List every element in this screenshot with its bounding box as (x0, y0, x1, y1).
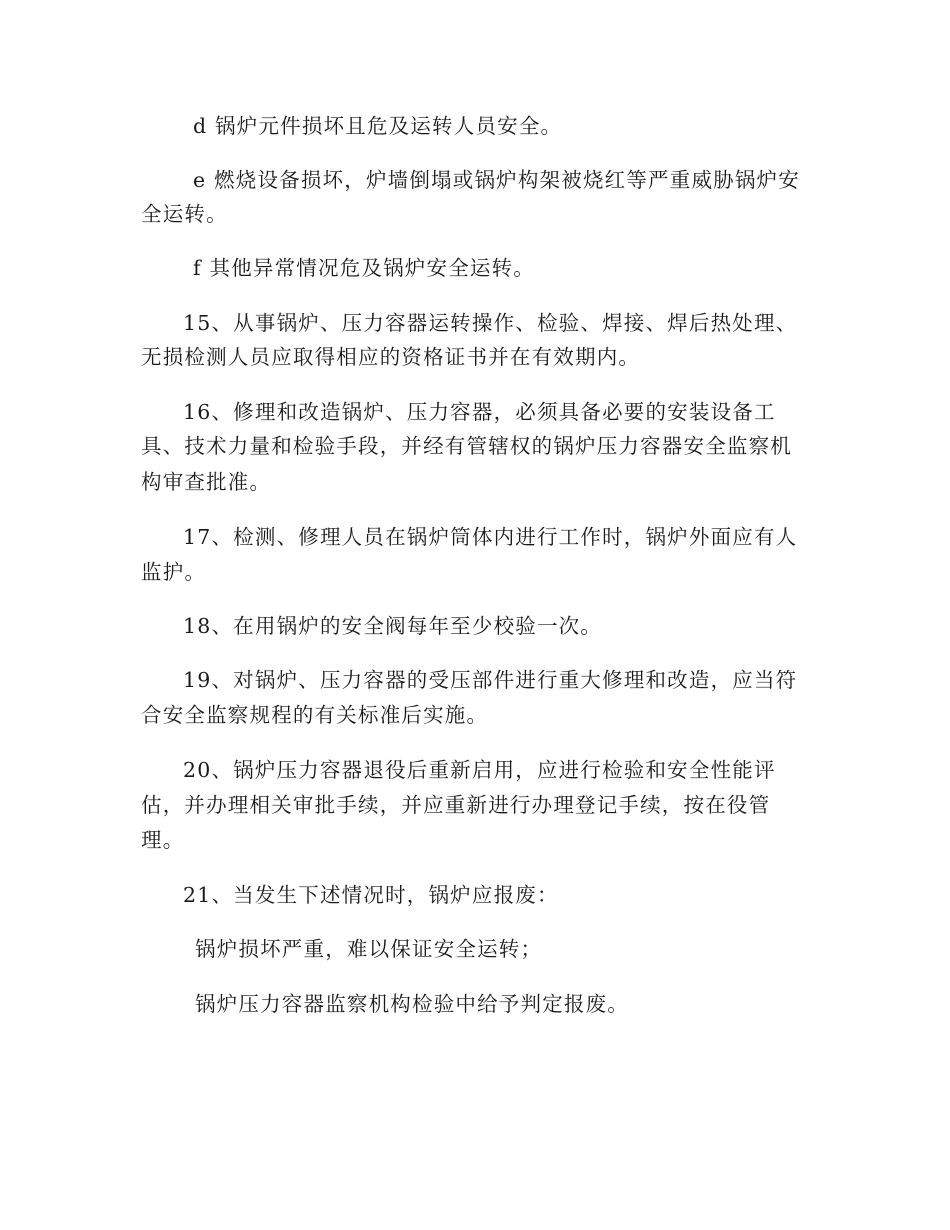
paragraph-item-21a-line-1: 锅炉损坏严重，难以保证安全运转； (195, 937, 543, 961)
paragraph-item-15-line-1: 15、从事锅炉、压力容器运转操作、检验、焊接、焊后热处理、 (183, 311, 798, 335)
paragraph-item-f-line-1: f 其他异常情况危及锅炉安全运转。 (193, 256, 536, 280)
paragraph-item-19-line-1: 19、对锅炉、压力容器的受压部件进行重大修理和改造，应当符 (183, 668, 798, 692)
paragraph-item-17-line-2: 监护。 (141, 560, 207, 584)
paragraph-item-19-line-2: 合安全监察规程的有关标准后实施。 (141, 703, 489, 727)
paragraph-item-e-line-1: e 燃烧设备损坏，炉墙倒塌或锅炉构架被烧红等严重威胁锅炉安 (193, 168, 800, 192)
paragraph-item-21b-line-1: 锅炉压力容器监察机构检验中给予判定报废。 (195, 992, 629, 1016)
paragraph-item-15-line-2: 无损检测人员应取得相应的资格证书并在有效期内。 (141, 345, 641, 369)
paragraph-item-20-line-2: 估，并办理相关审批手续，并应重新进行办理登记手续，按在役管 (141, 793, 771, 817)
paragraph-item-16-line-2: 具、技术力量和检验手段，并经有管辖权的锅炉压力容器安全监察机 (141, 434, 792, 458)
paragraph-item-16-line-1: 16、修理和改造锅炉、压力容器，必须具备必要的安装设备工 (183, 400, 776, 424)
paragraph-item-e-line-2: 全运转。 (141, 202, 228, 226)
paragraph-item-17-line-1: 17、检测、修理人员在锅炉筒体内进行工作时，锅炉外面应有人 (183, 525, 798, 549)
paragraph-item-21-line-1: 21、当发生下述情况时，锅炉应报废： (183, 883, 559, 907)
paragraph-item-d-line-1: d 锅炉元件损坏且危及运转人员安全。 (193, 114, 563, 138)
paragraph-item-16-line-3: 构审查批准。 (141, 470, 272, 494)
paragraph-item-20-line-1: 20、锅炉压力容器退役后重新启用，应进行检验和安全性能评 (183, 758, 776, 782)
paragraph-item-18-line-1: 18、在用锅炉的安全阀每年至少校验一次。 (183, 614, 603, 638)
paragraph-item-20-line-3: 理。 (141, 828, 185, 852)
